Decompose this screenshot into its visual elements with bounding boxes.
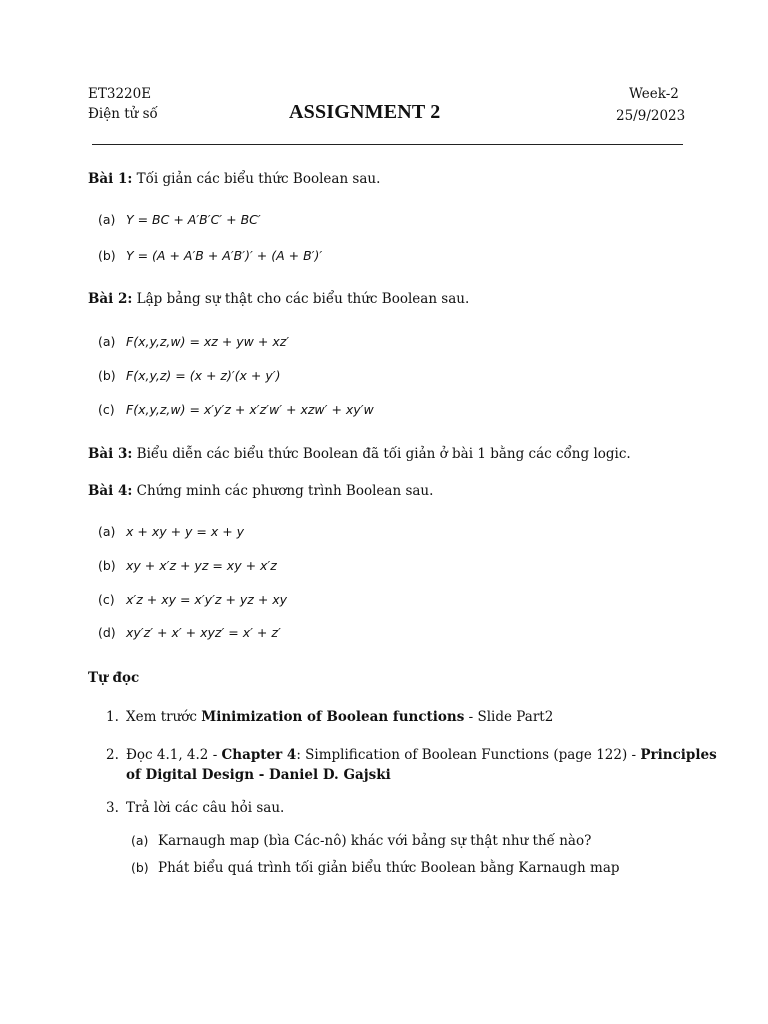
bai4-heading <box>88 483 433 499</box>
tudoc-item-2-chapter: Chapter 4 <box>221 747 297 763</box>
tudoc-item-1 <box>106 709 553 725</box>
bai2-label: Bài 2: <box>88 291 133 307</box>
tudoc-item-2-mid: : Simplification of Boolean Functions (page 122) - <box>296 747 641 763</box>
item-label: (c) <box>98 402 115 417</box>
bai1-expr-b: Y = (A + A′B + A′B′)′ + (A + B′)′ <box>126 248 323 263</box>
tudoc-item-1-pre: Xem trước <box>126 709 202 725</box>
bai4-item-c <box>98 589 287 608</box>
bai3-heading <box>88 446 631 462</box>
bai3-text: Biểu diễn các biểu thức Boolean đã tối giản ở bài 1 bằng các cổng logic. <box>132 446 631 462</box>
bai2-item-c <box>98 399 374 418</box>
item-label: (a) <box>98 524 116 539</box>
bai2-heading <box>88 291 469 307</box>
bai4-expr-d: xy′z′ + x′ + xyz′ = x′ + z′ <box>126 625 281 640</box>
bai2-item-b <box>98 365 280 384</box>
item-label: (a) <box>98 212 116 227</box>
tudoc-item-1-bold: Minimization of Boolean functions <box>201 709 465 725</box>
tudoc-subitem-b <box>131 860 620 876</box>
bai1-item-a <box>98 209 261 228</box>
tudoc-item-2-cont <box>126 767 391 783</box>
bai2-text: Lập bảng sự thật cho các biểu thức Boolean sau. <box>132 291 470 307</box>
item-label: (b) <box>98 248 116 263</box>
item-label: (c) <box>98 592 115 607</box>
tudoc-subitem-b-text: Phát biểu quá trình tối giản biểu thức Boolean bằng Karnaugh map <box>158 860 620 876</box>
bai4-expr-c: x′z + xy = x′y′z + yz + xy <box>126 592 288 607</box>
item-label: (a) <box>131 833 149 848</box>
item-label: (b) <box>98 368 116 383</box>
tudoc-heading-text: Tự đọc <box>88 670 140 686</box>
week-label: Week-2 <box>629 86 679 102</box>
tudoc-item-3-text: Trả lời các câu hỏi sau. <box>126 800 285 816</box>
bai4-label: Bài 4: <box>88 483 133 499</box>
tudoc-item-2-pre: Đọc 4.1, 4.2 - <box>126 747 222 763</box>
bai4-item-a <box>98 521 244 540</box>
course-name: Điện tử số <box>88 106 158 122</box>
item-label: (b) <box>131 860 149 875</box>
bai4-item-b <box>98 555 277 574</box>
date-label: 25/9/2023 <box>616 108 686 124</box>
bai2-item-a <box>98 331 289 350</box>
bai1-item-b <box>98 245 322 264</box>
item-label: (d) <box>98 625 116 640</box>
bai3-label: Bài 3: <box>88 446 133 462</box>
list-number: 1. <box>106 709 119 725</box>
list-number: 3. <box>106 800 119 816</box>
bai1-heading <box>88 171 380 187</box>
item-label: (b) <box>98 558 116 573</box>
item-label: (a) <box>98 334 116 349</box>
bai4-text: Chứng minh các phương trình Boolean sau. <box>132 483 434 499</box>
bai2-expr-c: F(x,y,z,w) = x′y′z + x′z′w′ + xzw′ + xy′w <box>126 402 374 417</box>
course-code: ET3220E <box>88 86 152 102</box>
tudoc-heading <box>88 670 139 686</box>
tudoc-item-1-post: - Slide Part2 <box>464 709 554 725</box>
bai1-label: Bài 1: <box>88 171 133 187</box>
tudoc-item-3 <box>106 800 284 816</box>
page-title: ASSIGNMENT 2 <box>289 101 441 123</box>
bai4-expr-b: xy + x′z + yz = xy + x′z <box>126 558 277 573</box>
bai4-expr-a: x + xy + y = x + y <box>126 524 245 539</box>
bai1-expr-a: Y = BC + A′B′C′ + BC′ <box>126 212 261 227</box>
bai2-expr-b: F(x,y,z) = (x + z)′(x + y′) <box>126 368 281 383</box>
header-divider <box>92 144 683 145</box>
tudoc-subitem-a <box>131 833 591 849</box>
bai1-text: Tối giản các biểu thức Boolean sau. <box>132 171 381 187</box>
list-number: 2. <box>106 747 119 763</box>
tudoc-item-2-book-a: Principles <box>640 747 717 763</box>
tudoc-subitem-a-text: Karnaugh map (bìa Các-nô) khác với bảng sự thật như thế nào? <box>158 833 592 849</box>
bai2-expr-a: F(x,y,z,w) = xz + yw + xz′ <box>126 334 290 349</box>
tudoc-item-2-book-b: of Digital Design - Daniel D. Gajski <box>126 767 391 783</box>
bai4-item-d <box>98 622 281 641</box>
tudoc-item-2 <box>106 747 717 763</box>
